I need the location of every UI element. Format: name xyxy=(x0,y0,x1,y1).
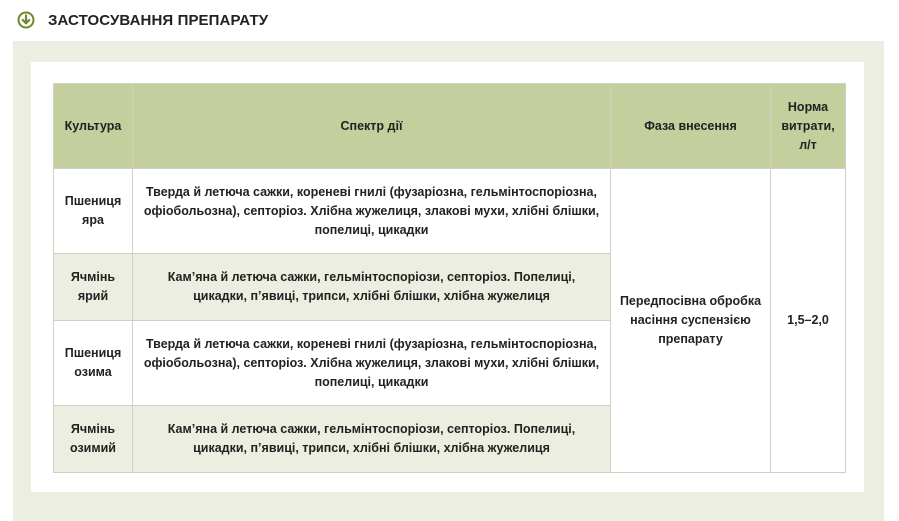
application-table xyxy=(53,83,846,473)
spectrum-cell: Кам’яна й летюча сажки, гельмінтоспоріози, септоріоз. Попелиці, цикадки, п’явиці, трипси, хлібні блішки, хлібна жужелиця xyxy=(133,406,611,473)
section-header[interactable] xyxy=(17,10,268,30)
crop-cell: Пшениця озима xyxy=(54,321,133,406)
column-header-crop: Культура xyxy=(54,84,133,169)
column-header-rate: Норма витрати, л/т xyxy=(771,84,846,169)
table-row xyxy=(54,169,846,254)
column-header-spectrum: Спектр дії xyxy=(133,84,611,169)
spectrum-cell: Тверда й летюча сажки, кореневі гнилі (фузаріозна, гельмінтоспоріозна, офіобольозна), септоріоз. Хлібна жужелиця, злакові мухи, хлібні блішки, попелиці, цикадки xyxy=(133,169,611,254)
table-header-row xyxy=(54,84,846,169)
section-title: ЗАСТОСУВАННЯ ПРЕПАРАТУ xyxy=(48,11,269,29)
circle-arrow-down-icon[interactable] xyxy=(17,11,35,29)
crop-cell: Пшениця яра xyxy=(54,169,133,254)
spectrum-cell: Тверда й летюча сажки, кореневі гнилі (фузаріозна, гельмінтоспоріозна, офіобольозна), септоріоз. Хлібна жужелиця, злакові мухи, хлібні блішки, попелиці, цикадки xyxy=(133,321,611,406)
column-header-phase: Фаза внесення xyxy=(611,84,771,169)
crop-cell: Ячмінь озимий xyxy=(54,406,133,473)
rate-cell: 1,5–2,0 xyxy=(771,169,846,473)
crop-cell: Ячмінь ярий xyxy=(54,254,133,321)
phase-cell: Передпосівна обробка насіння суспензією препарату xyxy=(611,169,771,473)
spectrum-cell: Кам’яна й летюча сажки, гельмінтоспоріози, септоріоз. Попелиці, цикадки, п’явиці, трипси, хлібні блішки, хлібна жужелиця xyxy=(133,254,611,321)
